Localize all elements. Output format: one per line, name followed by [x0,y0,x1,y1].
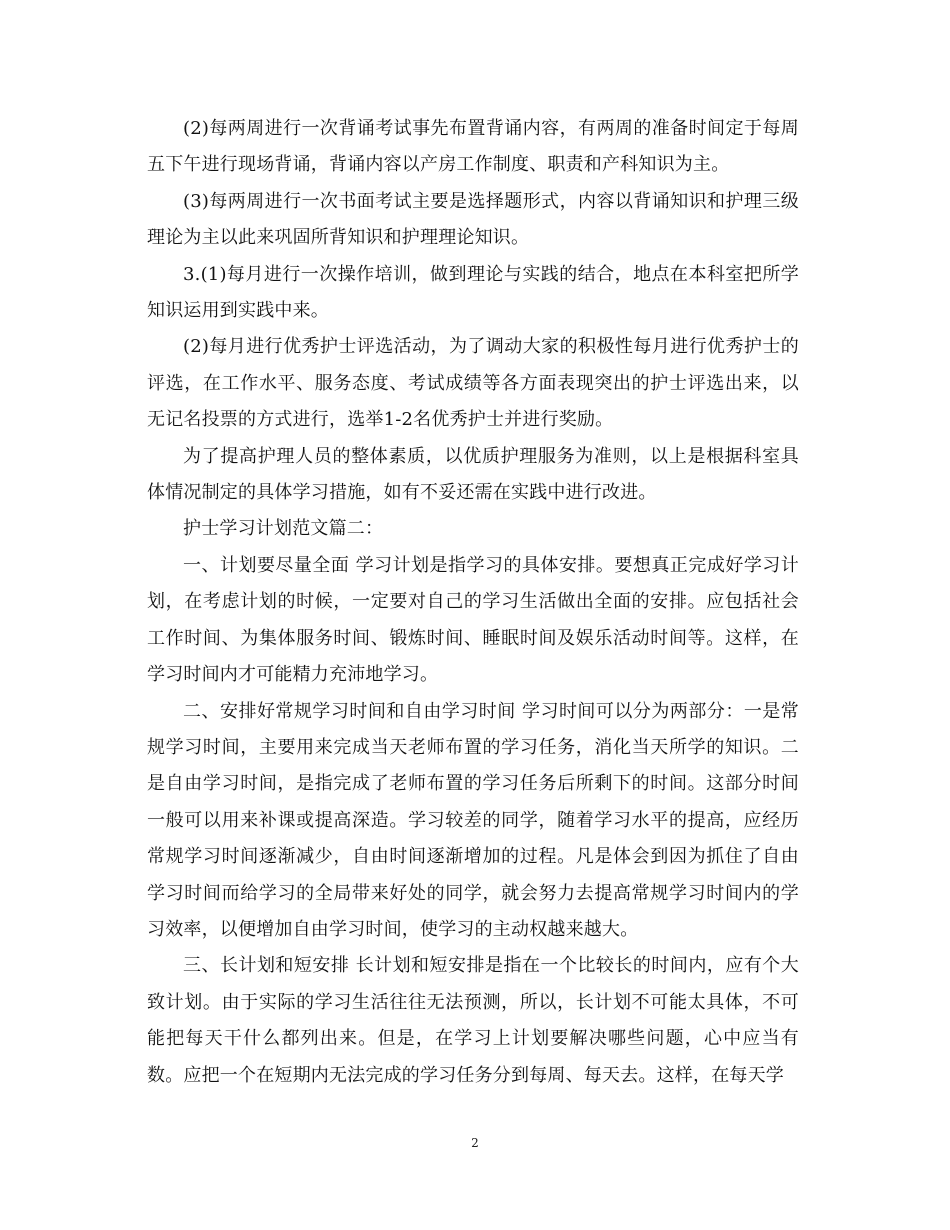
section-heading-sample-two: 护士学习计划范文篇二： [183,518,384,540]
paragraph-outstanding-nurse-selection: (2)每月进行优秀护士评选活动，为了调动大家的积极性每月进行优秀护士的评选，在工作水平、服务态度、考试成绩等各方面表现突出的护士评选出来，以无记名投票的方式进行，选举1-2名优秀护士并进行奖励。 [147,336,799,431]
paragraph-regular-and-free-study-time: 二、安排好常规学习时间和自由学习时间 学习时间可以分为两部分：一是常规学习时间，主要用来完成当天老师布置的学习任务，消化当天所学的知识。二是自由学习时间，是指完成了老师布置的学习任务后所剩下的时间。这部分时间一般可以用来补课或提高深造。学习较差的同学，随着学习水平的提高，应经历常规学习时间逐渐减少，自由时间逐渐增加的过程。凡是体会到因为抓住了自由学习时间而给学习的全局带来好处的同学，就会努力去提高常规学习时间内的学习效率，以便增加自由学习时间，使学习的主动权越来越大。 [147,700,799,940]
paragraph-plan-comprehensive: 一、计划要尽量全面 学习计划是指学习的具体安排。要想真正完成好学习计划，在考虑计划的时候，一定要对自己的学习生活做出全面的安排。应包括社会工作时间、为集体服务时间、锻炼时间、睡眠时间及娱乐活动时间等。这样，在学习时间内才可能精力充沛地学习。 [147,554,799,686]
document-body [147,111,799,1094]
paragraph-operation-training: 3.(1)每月进行一次操作培训，做到理论与实践的结合，地点在本科室把所学知识运用到实践中来。 [147,263,799,322]
page-number: 2 [471,1136,479,1150]
paragraph-long-and-short-plan: 三、长计划和短安排 长计划和短安排是指在一个比较长的时间内，应有个大致计划。由于实际的学习生活往往无法预测，所以，长计划不可能太具体，不可能把每天干什么都列出来。但是，在学习上计划要解决哪些问题，心中应当有数。应把一个在短期内无法完成的学习任务分到每周、每天去。这样，在每天学 [147,955,799,1086]
paragraph-weekly-recitation-exam: (2)每两周进行一次背诵考试事先布置背诵内容，有两周的准备时间定于每周五下午进行现场背诵，背诵内容以产房工作制度、职责和产科知识为主。 [147,118,799,176]
paragraph-written-exam: (3)每两周进行一次书面考试主要是选择题形式，内容以背诵知识和护理三级理论为主以此来巩固所背知识和护理理论知识。 [147,190,799,249]
paragraph-summary: 为了提高护理人员的整体素质，以优质护理服务为准则，以上是根据科室具体情况制定的具体学习措施，如有不妥还需在实践中进行改进。 [147,445,799,504]
